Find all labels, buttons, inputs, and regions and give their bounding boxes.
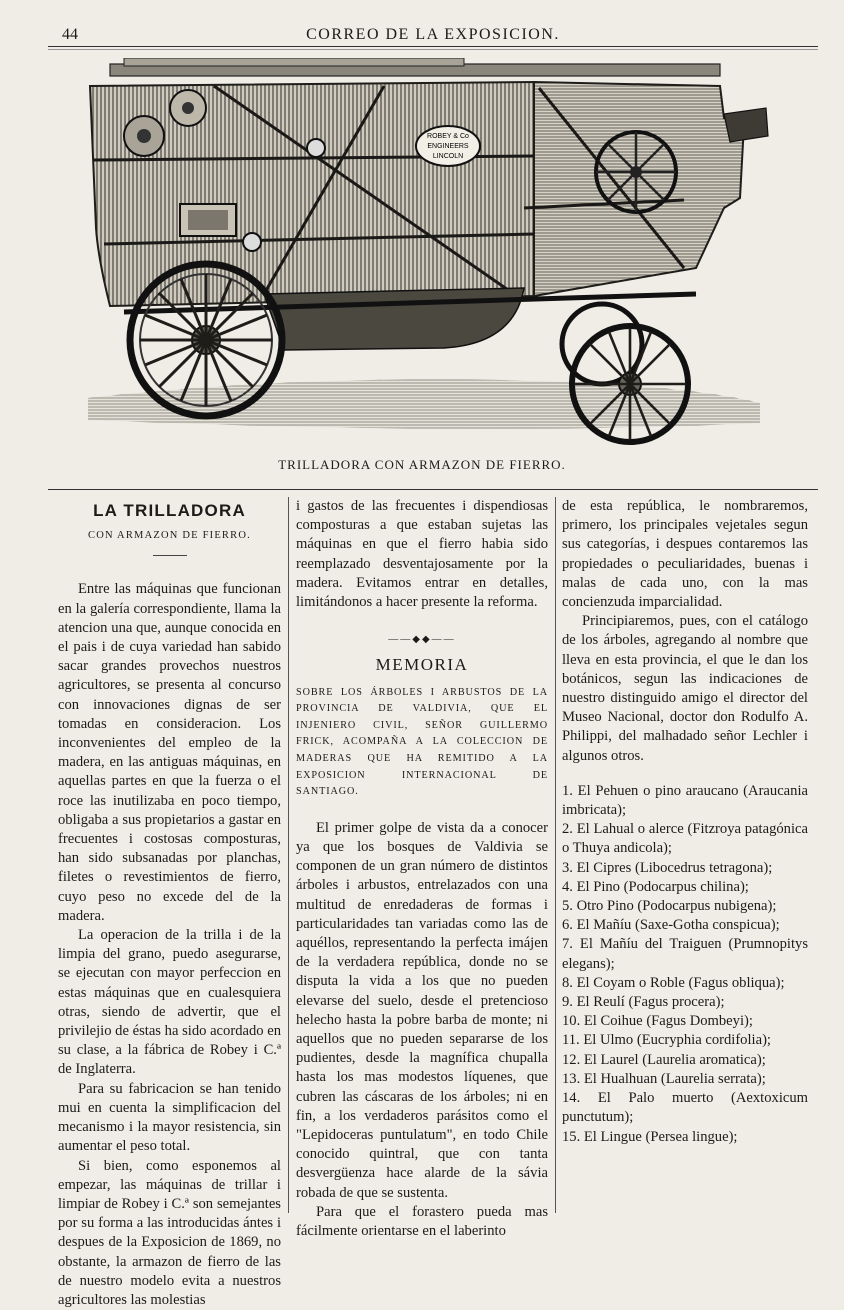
maker-plate-line-1: ROBEY & Co — [427, 133, 469, 140]
article-continuation: i gastos de las frecuentes i dispendiosas composturas a que estaban sujetas las máquinas en que el fierro habia sido reemplazado desventajosamente por la madera. Evitamos entrar en detalles, limitándonos a hacer presente la reforma. — [296, 497, 548, 612]
tree-list-item: 8. El Coyam o Roble (Fagus obliqua); — [562, 974, 808, 993]
column-2 — [296, 497, 548, 1241]
top-rail — [124, 58, 464, 66]
undercarriage — [264, 288, 524, 350]
article-title: LA TRILLADORA — [58, 501, 281, 520]
rear-wheel — [130, 264, 282, 416]
page-header — [48, 24, 818, 48]
column-rule-1 — [288, 497, 289, 1213]
machine-housing — [534, 82, 744, 296]
tree-list-item: 10. El Coihue (Fagus Dombeyi); — [562, 1012, 808, 1031]
tree-list-item: 11. El Ulmo (Eucryphia cordifolia); — [562, 1031, 808, 1050]
running-title: CORREO DE LA EXPOSICION. — [48, 26, 818, 44]
tree-list-item: 5. Otro Pino (Podocarpus nubigena); — [562, 897, 808, 916]
article-paragraph: Si bien, como esponemos al empezar, las máquinas de trillar i limpiar de Robey i C.ª son semejantes por su forma a las introducidas ántes i despues de la Exposicion de 1869, no obstante, la armazon de fierro de las de nuestro modelo evita a nuestros agricultores las molestias — [58, 1157, 281, 1310]
memoria-subtitle: SOBRE LOS ÁRBOLES I ARBUSTOS DE LA PROVINCIA DE VALDIVIA, QUE EL INJENIERO CIVIL, SEÑOR GUILLERMO FRICK, ACOMPAÑA A LA COLECCION DE MADERAS QUE HA REMITIDO A LA EXPOSICION INTERNACIONAL DE SANTIAGO. — [296, 685, 548, 801]
title-divider — [153, 555, 187, 556]
pulley-side-hub — [137, 129, 151, 143]
memoria-paragraph: Para que el forastero pueda mas fácilmente orientarse en el laberinto — [296, 1203, 548, 1241]
tree-list-item: 14. El Palo muerto (Aextoxicum punctutum); — [562, 1089, 808, 1127]
article-paragraph: Para su fabricacion se han tenido mui en cuenta la simplificacion del mecanismo i la mayor resistencia, sin aumentar el peso total. — [58, 1080, 281, 1157]
section-ornament: ——◆◆—— — [296, 630, 548, 649]
list-spacer — [562, 766, 808, 782]
memoria-paragraph: Principiaremos, pues, con el catálogo de los árboles, agregando al nombre que lleva en esta provincia, el que le dan los botánicos, segun las indicaciones de nuestro distinguido amigo el director del Museo Nacional, doctor don Rodulfo A. Philippi, del malhadado señor Lechler i algunos otros. — [562, 612, 808, 766]
tree-list-item: 2. El Lahual o alerce (Fitzroya patagónica o Thuya andicola); — [562, 820, 808, 858]
memoria-paragraph: El primer golpe de vista da a conocer ya que los bosques de Valdivia se componen de un gran número de distintos árboles i arbustos, entrelazados con una multitud de enredaderas de formas i particularidades tan variadas como las de aquéllos, representando la perfecta imájen de la verdadera república, donde no se disputa la vida a los que no pueden elevarse del suelo, desde el pretencioso helecho hasta la pobre barba de monte; ni aquellos que no pueden separarse de los pudientes, desde la magnífica chupalla hasta los mas modestos líquenes, que cubren las cáscaras de los árboles; ni en fin, a los verdaderos parásitos como el "Lepidoceras puntulatum", en todo Chile conocido quintral, que con tanta desvergüenza hace alarde de la sávia robada de que se sustenta. — [296, 819, 548, 1203]
tree-list-item: 4. El Pino (Podocarpus chilina); — [562, 878, 808, 897]
memoria-title: MEMORIA — [296, 655, 548, 674]
tree-list-item: 6. El Mañíu (Saxe-Gotha conspicua); — [562, 916, 808, 935]
article-subtitle: CON ARMAZON DE FIERRO. — [58, 526, 281, 545]
maker-plate-line-3: LINCOLN — [433, 153, 463, 160]
front-wheel — [572, 326, 688, 442]
bearing-lower — [243, 233, 261, 251]
column-1 — [58, 497, 281, 1310]
maker-plate-line-2: ENGINEERS — [427, 143, 469, 150]
inspection-panel-inner — [188, 210, 228, 230]
tree-list-item: 13. El Hualhuan (Laurelia serrata); — [562, 1070, 808, 1089]
pulley-top-hub — [182, 102, 194, 114]
article-paragraph: Entre las máquinas que funcionan en la galería correspondiente, llama la atencion una que, aunque conocida en el pais i de cuya variedad han sabido sacar grandes provechos nuestros agricultores, se presenta al concurso con innovaciones dignas de ser tomadas en consideracion. Los inconvenientes del empleo de la madera, en las antiguas máquinas, en aquellas partes en que la fuerza o el roce las inutilizaba en poco tiempo, obligaba a sus propietarios a gastar en frecuentes i costosas composturas, han sido subsanadas por planchas, filetes o revestimientos de fierro, cuyo peso no excede del de la madera. — [58, 580, 281, 926]
tree-list-item: 9. El Reulí (Fagus procera); — [562, 993, 808, 1012]
tree-list-item: 3. El Cipres (Libocedrus tetragona); — [562, 859, 808, 878]
tree-list-item: 7. El Mañíu del Traiguen (Prumnopitys elegans); — [562, 935, 808, 973]
tree-list-item: 1. El Pehuen o pino araucano (Araucania imbricata); — [562, 782, 808, 820]
bearing-upper — [307, 139, 325, 157]
illustration-caption: TRILLADORA CON ARMAZON DE FIERRO. — [0, 457, 844, 473]
article-paragraph: La operacion de la trilla i de la limpia del grano, puedo asegurarse, se ejecutan con mayor perfeccion en estas máquinas que en cualesquiera otras, siendo de advertir, que el privilejio de éstas ha sido acordado en su clase, a la fábrica de Robey i C.ª de Inglaterra. — [58, 926, 281, 1080]
machine-body — [90, 82, 534, 306]
memoria-paragraph: de esta república, le nombraremos, primero, los principales vejetales segun sus categorías, i despues contaremos las propiedades o peculiaridades, buenas i malas de cada uno, con la mas concienzuda imparcialidad. — [562, 497, 808, 612]
flywheel — [596, 132, 676, 212]
page-number: 44 — [62, 26, 78, 44]
column-rule-2 — [555, 497, 556, 1213]
grain-outlet — [724, 108, 768, 142]
section-rule — [48, 489, 818, 490]
tree-list — [562, 782, 808, 1147]
column-3 — [562, 497, 808, 1147]
tree-list-item: 15. El Lingue (Persea lingue); — [562, 1128, 808, 1147]
header-rule-secondary — [48, 49, 818, 50]
header-rule — [48, 46, 818, 47]
tree-list-item: 12. El Laurel (Laurelia aromatica); — [562, 1051, 808, 1070]
threshing-machine-engraving — [84, 58, 774, 453]
